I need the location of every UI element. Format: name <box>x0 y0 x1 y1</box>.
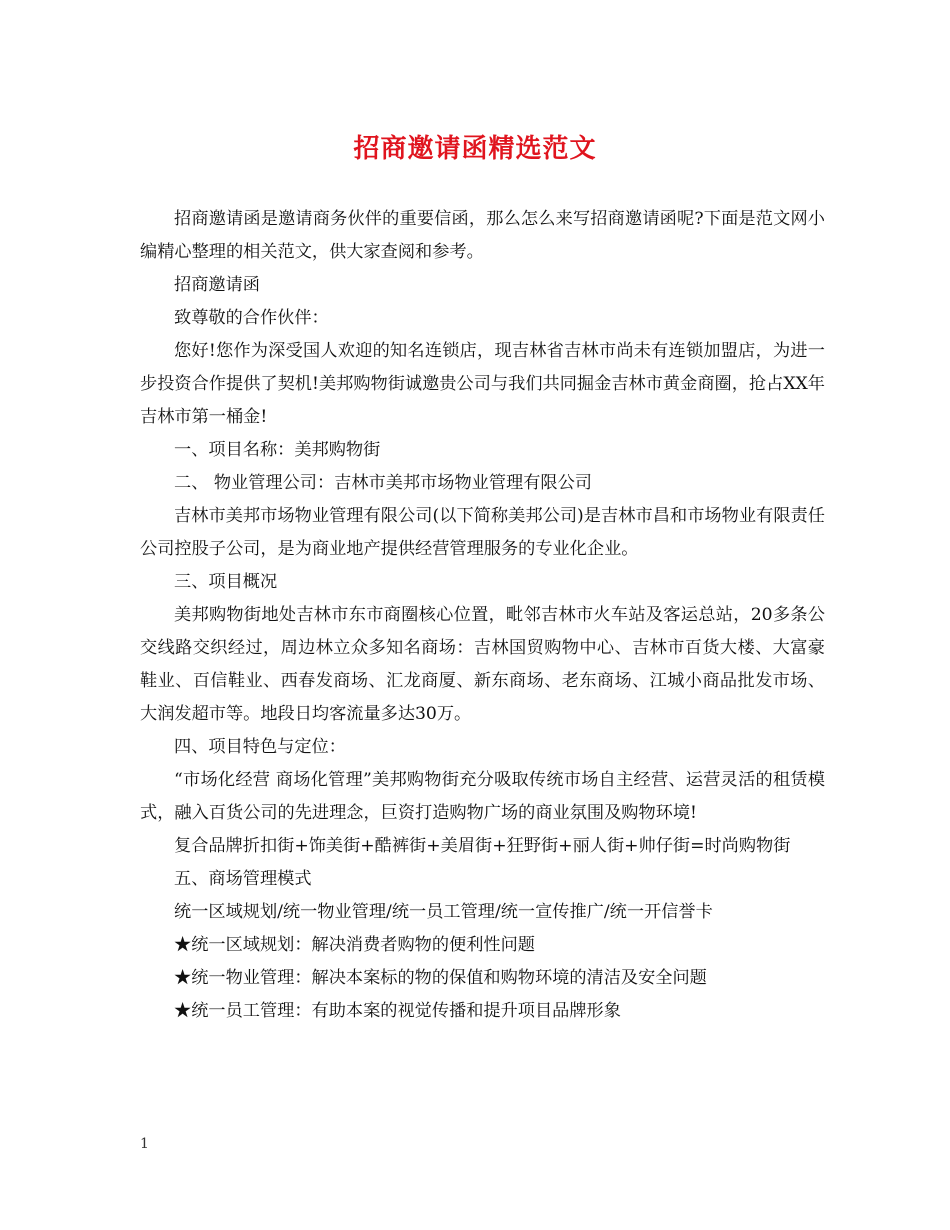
star-item-staff-management: ★统一员工管理：有助本案的视觉传播和提升项目品牌形象 <box>174 1001 621 1021</box>
section-project-name: 一、项目名称：美邦购物街 <box>174 440 381 460</box>
letter-heading: 招商邀请函 <box>174 275 260 295</box>
greeting-paragraph: 您好!您作为深受国人欢迎的知名连锁店，现吉林省吉林市尚未有连锁加盟店，为进一步投资合作提供了契机!美邦购物街诚邀贵公司与我们共同掘金吉林市黄金商圈，抢占XX年吉林市第一桶金! <box>140 341 825 427</box>
star-item-property-management: ★统一物业管理：解决本案标的物的保值和购物环境的清洁及安全问题 <box>174 968 707 988</box>
company-description: 吉林市美邦市场物业管理有限公司(以下简称美邦公司)是吉林市昌和市场物业有限责任公司控股子公司，是为商业地产提供经营管理服务的专业化企业。 <box>140 506 825 559</box>
star-item-region-planning: ★统一区域规划：解决消费者购物的便利性问题 <box>174 935 535 955</box>
document-title: 招商邀请函精选范文 <box>353 134 597 164</box>
section-project-overview: 三、项目概况 <box>174 572 278 592</box>
document-body <box>140 203 825 1028</box>
salutation: 致尊敬的合作伙伴： <box>174 308 329 328</box>
management-summary: 统一区域规划/统一物业管理/统一员工管理/统一宣传推广/统一开信誉卡 <box>174 902 713 922</box>
intro-paragraph: 招商邀请函是邀请商务伙伴的重要信函，那么怎么来写招商邀请函呢?下面是范文网小编精心整理的相关范文，供大家查阅和参考。 <box>140 209 825 262</box>
brand-formula: 复合品牌折扣街+饰美街+酷裤街+美眉街+狂野街+丽人街+帅仔街=时尚购物街 <box>174 836 791 856</box>
overview-paragraph: 美邦购物街地处吉林市东市商圈核心位置，毗邻吉林市火车站及客运总站，20多条公交线路交织经过，周边林立众多知名商场：吉林国贸购物中心、吉林市百货大楼、大富豪鞋业、百信鞋业、西春发商场、汇龙商厦、新东商场、老东商场、江城小商品批发市场、大润发超市等。地段日均客流量多达30万。 <box>140 605 825 724</box>
section-management-mode: 五、商场管理模式 <box>174 869 312 889</box>
section-property-company: 二、 物业管理公司：吉林市美邦市场物业管理有限公司 <box>174 473 592 493</box>
features-paragraph: “市场化经营 商场化管理”美邦购物街充分吸取传统市场自主经营、运营灵活的租赁模式，融入百货公司的先进理念，巨资打造购物广场的商业氛围及购物环境! <box>140 770 825 823</box>
page-number: 1 <box>140 1136 149 1152</box>
section-features: 四、项目特色与定位： <box>174 737 346 757</box>
